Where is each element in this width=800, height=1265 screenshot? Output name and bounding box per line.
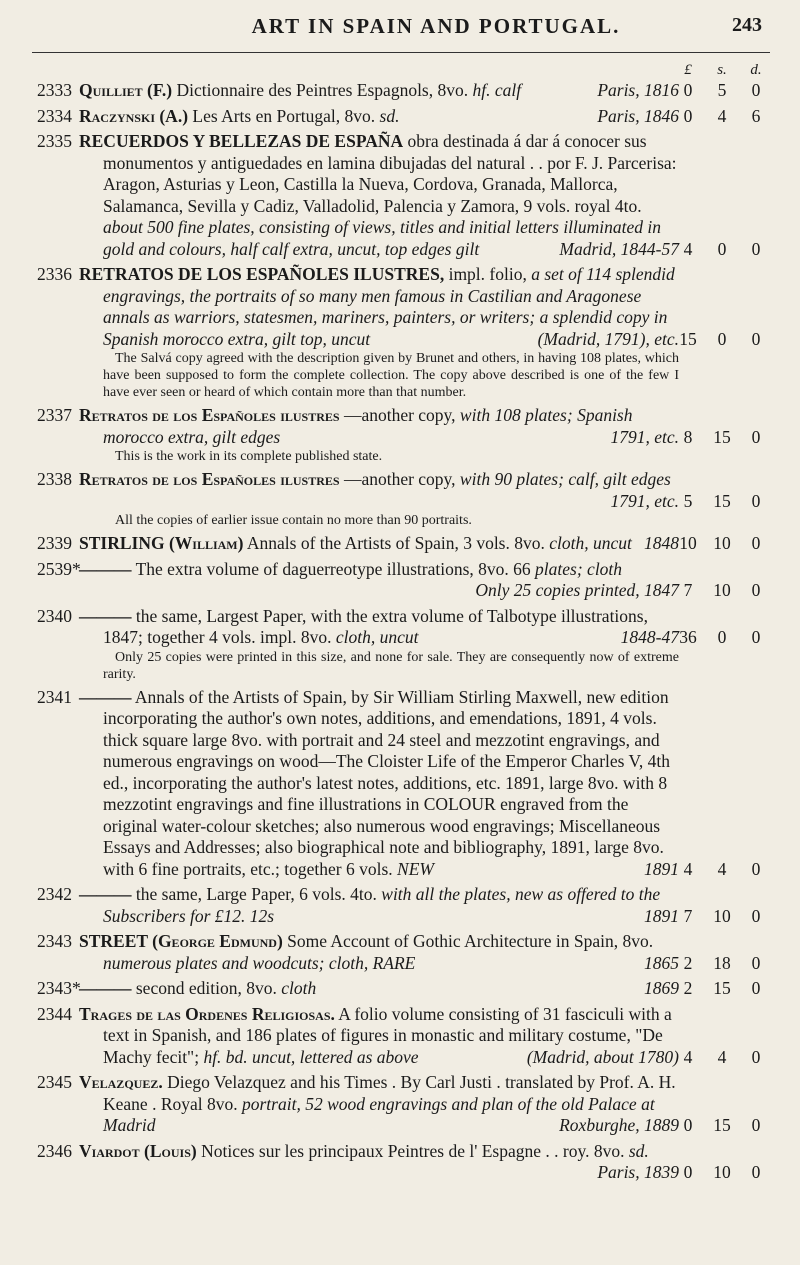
price-pounds: 4: [683, 238, 693, 259]
lot-number: 2339: [37, 533, 72, 553]
entry-text: Dictionnaire des Peintres Espagnols, 8vo.: [176, 80, 469, 100]
entry-heading: Trages de las Ordenes Religiosas.: [79, 1003, 335, 1024]
entry-description: [79, 405, 679, 448]
entry-binding: sd.: [379, 105, 400, 126]
price-pence: 0: [751, 1115, 761, 1135]
price-shillings: 10: [713, 905, 731, 926]
price-pounds: 0: [683, 105, 693, 126]
entry-price: [670, 1162, 770, 1183]
price-shillings: 15: [713, 1115, 731, 1135]
entry-heading: RECUERDOS Y BELLEZAS DE ESPAÑA: [79, 131, 404, 151]
entry-binding: cloth, uncut: [335, 627, 419, 647]
entry-text: Annals of the Artists of Spain, 3 vols. 8vo.: [246, 533, 545, 553]
price-pence: 0: [751, 978, 761, 998]
entry-note: The Salvá copy agreed with the description given by Brunet and others, in having 108 plates, which have been supposed to form the complete collection. The copy above described is one of the few I have ever seen or heard of which contain more than that number.: [103, 351, 679, 400]
price-shillings: 4: [717, 1046, 727, 1067]
entry-binding: with all the plates, new as offered to the Subscribers for £12. 12s: [103, 884, 661, 926]
price-pounds: 15: [679, 328, 697, 349]
price-shillings: 10: [713, 533, 731, 553]
price-pence: 0: [751, 580, 761, 600]
entry-price: [670, 627, 770, 648]
price-pence: 0: [751, 627, 761, 647]
price-pounds: 7: [683, 905, 693, 926]
price-pounds: 4: [683, 858, 693, 879]
price-pence: 0: [751, 426, 761, 447]
entry-text: Notices sur les principaux Peintres de l' Espagne . . roy. 8vo.: [201, 1140, 625, 1161]
entry-heading: Viardot (Louis): [79, 1140, 197, 1161]
catalogue-entry: [0, 469, 800, 529]
entry-imprint: Only 25 copies printed, 1847: [475, 580, 679, 600]
entry-price: [670, 427, 770, 448]
lot-number: 2539*: [37, 558, 81, 579]
entry-heading: Velazquez.: [79, 1072, 163, 1092]
catalogue-entry: [0, 884, 800, 927]
lot-number: 2338: [37, 469, 72, 489]
lot-number: 2334: [37, 105, 72, 126]
entry-description: [79, 606, 679, 649]
entry-description: [79, 978, 679, 1000]
entry-heading: ———: [79, 605, 132, 626]
entry-binding: sd.: [628, 1140, 649, 1161]
running-header: [0, 14, 800, 54]
entry-heading: Raczynski (A.): [79, 105, 189, 126]
price-pence: 6: [751, 105, 761, 126]
entry-imprint: Paris, 1839: [597, 1162, 679, 1182]
currency-column-headings: [0, 62, 800, 82]
catalogue-entries: [0, 80, 800, 1188]
entry-binding: NEW: [397, 858, 434, 879]
entry-heading: Retratos de los Españoles ilustres: [79, 405, 340, 425]
running-title: ART IN SPAIN AND PORTUGAL.: [251, 14, 621, 38]
entry-description: [79, 884, 679, 927]
catalogue-entry: [0, 80, 800, 102]
price-shillings: 10: [713, 1162, 731, 1182]
entry-binding: with 90 plates; calf, gilt edges: [459, 469, 671, 489]
entry-binding: plates; cloth: [535, 558, 623, 579]
entry-imprint: Paris, 1816: [597, 80, 679, 100]
price-pence: 0: [751, 238, 761, 259]
shillings-heading: s.: [717, 62, 727, 78]
entry-heading: RETRATOS DE LOS ESPAÑOLES ILUSTRES,: [79, 264, 445, 284]
entry-price: [670, 329, 770, 350]
entry-heading: STREET (George Edmund): [79, 931, 283, 951]
entry-binding: portrait, 52 wood engravings and plan of the old Palace at Madrid: [103, 1093, 655, 1135]
price-pence: 0: [751, 858, 761, 879]
entry-imprint: (Madrid, 1791), etc.: [537, 328, 679, 349]
entry-text: A folio volume consisting of 31 fasciculi with a text in Spanish, and 186 plates of figures in monastic and military costume, "De Machy fecit";: [103, 1003, 672, 1067]
price-shillings: 5: [717, 80, 727, 100]
entry-heading: ———: [79, 884, 132, 904]
catalogue-entry: [0, 264, 800, 401]
price-shillings: 0: [717, 328, 727, 349]
entry-imprint: 1869: [644, 978, 679, 998]
catalogue-entry: [0, 1141, 800, 1184]
price-shillings: 4: [717, 858, 727, 879]
entry-imprint: 1891: [644, 858, 679, 879]
page-number: 243: [732, 14, 762, 36]
entry-description: [79, 687, 679, 881]
price-pounds: 10: [679, 533, 697, 553]
entry-text: the same, Largest Paper, with the extra volume of Talbotype illustrations, 1847; together 4 vols. impl. 8vo.: [103, 605, 648, 647]
entry-imprint: 1848: [644, 533, 679, 553]
price-pounds: 2: [683, 952, 693, 973]
entry-binding: numerous plates and woodcuts; cloth, RARE: [103, 952, 416, 973]
pounds-heading: £: [684, 62, 692, 78]
catalogue-entry: [0, 405, 800, 465]
lot-number: 2342: [37, 884, 72, 904]
entry-text: —another copy,: [343, 469, 456, 489]
lot-number: 2340: [37, 605, 72, 626]
pence-heading: d.: [750, 62, 762, 78]
lot-number: 2337: [37, 405, 72, 425]
catalogue-entry: [0, 1004, 800, 1069]
entry-description: [79, 131, 679, 260]
price-shillings: 15: [713, 490, 731, 511]
entry-text: Annals of the Artists of Spain, by Sir William Stirling Maxwell, new edition incorporating the author's own notes, additions, and emendations, 1891, 4 vols. thick square large 8vo. with portrait and 24 steel and mezzotint engravings, and numerous engravings on wood—The Cloister Life of the Emperor Charles V, 4th ed., incorporating the author's latest notes, additions, etc. 1891, large 8vo. with 8 mezzotint engravings and fine illustrations in COLOUR engraved from the original water-colour sketches; also numerous wood engravings; Miscellaneous Essays and Addresses; also biographical note and bibliography, 1891, large 8vo. with 6 fine portraits, etc.; together 6 vols.: [103, 686, 671, 879]
entry-binding: about 500 fine plates, consisting of views, titles and initial letters illuminated in gold and colours, half calf extra, uncut, top edges gilt: [103, 217, 662, 259]
lot-number: 2343: [37, 931, 72, 951]
price-pounds: 0: [683, 80, 693, 100]
catalogue-entry: [0, 931, 800, 974]
price-pounds: 8: [683, 426, 693, 447]
entry-imprint: Madrid, 1844-57: [559, 238, 679, 259]
entry-binding: hf. bd. uncut, lettered as above: [203, 1046, 419, 1067]
entry-description: [79, 80, 679, 102]
price-pence: 0: [751, 905, 761, 926]
entry-text: Some Account of Gothic Architecture in Spain, 8vo.: [287, 931, 654, 951]
entry-description: [79, 931, 679, 974]
entry-text: obra destinada á dar á conocer sus monumentos y antiguedades en lamina dibujadas del natural . . por F. J. Parcerisa: Aragon, Asturias y Leon, Castilla la Nueva, Cordova, Granada, Mallorca, Salamanca, Sevilla y Cadiz, Valladolid, Palencia y Zamora, 9 vols. royal 4to.: [103, 131, 677, 216]
lot-number: 2335: [37, 131, 72, 151]
entry-text: impl. folio,: [448, 264, 527, 284]
lot-number: 2344: [37, 1003, 72, 1024]
entry-text: The extra volume of daguerreotype illustrations, 8vo. 66: [135, 558, 531, 579]
entry-text: —another copy,: [343, 405, 456, 425]
entry-description: [79, 1141, 679, 1184]
catalogue-entry: [0, 533, 800, 555]
price-pence: 0: [751, 952, 761, 973]
catalogue-entry: [0, 106, 800, 128]
entry-note: This is the work in its complete published state.: [115, 449, 383, 464]
entry-description: [79, 264, 679, 350]
lot-number: 2333: [37, 80, 72, 100]
entry-text: Diego Velazquez and his Times . By Carl Justi . translated by Prof. A. H. Keane . Royal 8vo.: [103, 1072, 676, 1114]
lot-number: 2343*: [37, 978, 81, 998]
entry-text: second edition, 8vo.: [135, 978, 277, 998]
entry-imprint: 1891: [644, 905, 679, 926]
entry-text: the same, Large Paper, 6 vols. 4to.: [135, 884, 377, 904]
price-pounds: 5: [683, 490, 693, 511]
price-shillings: 0: [717, 627, 727, 647]
price-pounds: 0: [683, 1115, 693, 1135]
entry-binding: cloth: [281, 978, 317, 998]
lot-number: 2336: [37, 264, 72, 284]
entry-note: Only 25 copies were printed in this size, and none for sale. They are consequently now of extreme rarity.: [103, 649, 679, 682]
entry-price: [670, 1047, 770, 1068]
entry-description: [79, 533, 679, 555]
price-pounds: 36: [679, 627, 697, 647]
entry-price: [670, 106, 770, 127]
price-pounds: 7: [683, 580, 693, 600]
lot-number: 2345: [37, 1072, 72, 1092]
price-shillings: 18: [713, 952, 731, 973]
entry-price: [670, 80, 770, 101]
price-pence: 0: [751, 490, 761, 511]
price-pence: 0: [751, 533, 761, 553]
entry-heading: STIRLING (William): [79, 533, 244, 553]
catalogue-entry: [0, 687, 800, 881]
entry-binding: cloth, uncut: [549, 533, 632, 553]
entry-imprint: Roxburghe, 1889: [559, 1115, 679, 1135]
entry-price: [670, 491, 770, 512]
entry-binding: a set of 114 splendid engravings, the portraits of so many men famous in Castilian and Aragonese annals as warriors, statesmen, mariners, painters, or writers; a splendid copy in Spanish morocco extra, gilt top, uncut: [103, 264, 675, 349]
price-pence: 0: [751, 1046, 761, 1067]
price-pence: 0: [751, 80, 761, 100]
entry-price: [670, 1115, 770, 1136]
entry-description: [79, 106, 679, 128]
entry-description: [79, 469, 679, 512]
entry-description: [79, 1072, 679, 1137]
entry-binding: hf. calf: [472, 80, 522, 100]
entry-heading: ———: [79, 558, 132, 579]
entry-imprint: 1865: [644, 952, 679, 973]
entry-heading: ———: [79, 978, 132, 998]
entry-price: [670, 239, 770, 260]
entry-description: [79, 559, 679, 602]
price-shillings: 15: [713, 426, 731, 447]
price-pounds: 4: [683, 1046, 693, 1067]
price-pence: 0: [751, 1162, 761, 1182]
entry-imprint: Paris, 1846: [597, 105, 679, 126]
entry-imprint: 1848-47: [620, 627, 679, 647]
price-pence: 0: [751, 328, 761, 349]
price-shillings: 10: [713, 580, 731, 600]
entry-description: [79, 1004, 679, 1069]
catalogue-entry: [0, 131, 800, 260]
price-shillings: 4: [717, 105, 727, 126]
catalogue-entry: [0, 978, 800, 1000]
lot-number: 2346: [37, 1140, 72, 1161]
header-rule: [32, 52, 770, 53]
catalogue-entry: [0, 559, 800, 602]
price-shillings: 0: [717, 238, 727, 259]
entry-heading: Retratos de los Españoles ilustres: [79, 469, 340, 489]
entry-binding: with 108 plates; Spanish morocco extra, gilt edges: [103, 405, 633, 447]
entry-text: Les Arts en Portugal, 8vo.: [192, 105, 376, 126]
entry-heading: Quilliet (F.): [79, 80, 173, 100]
lot-number: 2341: [37, 686, 72, 707]
catalogue-entry: [0, 1072, 800, 1137]
entry-heading: ———: [79, 686, 132, 707]
entry-imprint: 1791, etc.: [610, 426, 679, 447]
price-pounds: 0: [683, 1162, 693, 1182]
entry-imprint: (Madrid, about 1780): [526, 1046, 679, 1067]
entry-note: All the copies of earlier issue contain no more than 90 portraits.: [115, 513, 472, 528]
entry-price: [670, 580, 770, 601]
entry-imprint: 1791, etc.: [610, 490, 679, 511]
price-pounds: 2: [683, 978, 693, 998]
price-shillings: 15: [713, 978, 731, 998]
catalogue-entry: [0, 606, 800, 683]
